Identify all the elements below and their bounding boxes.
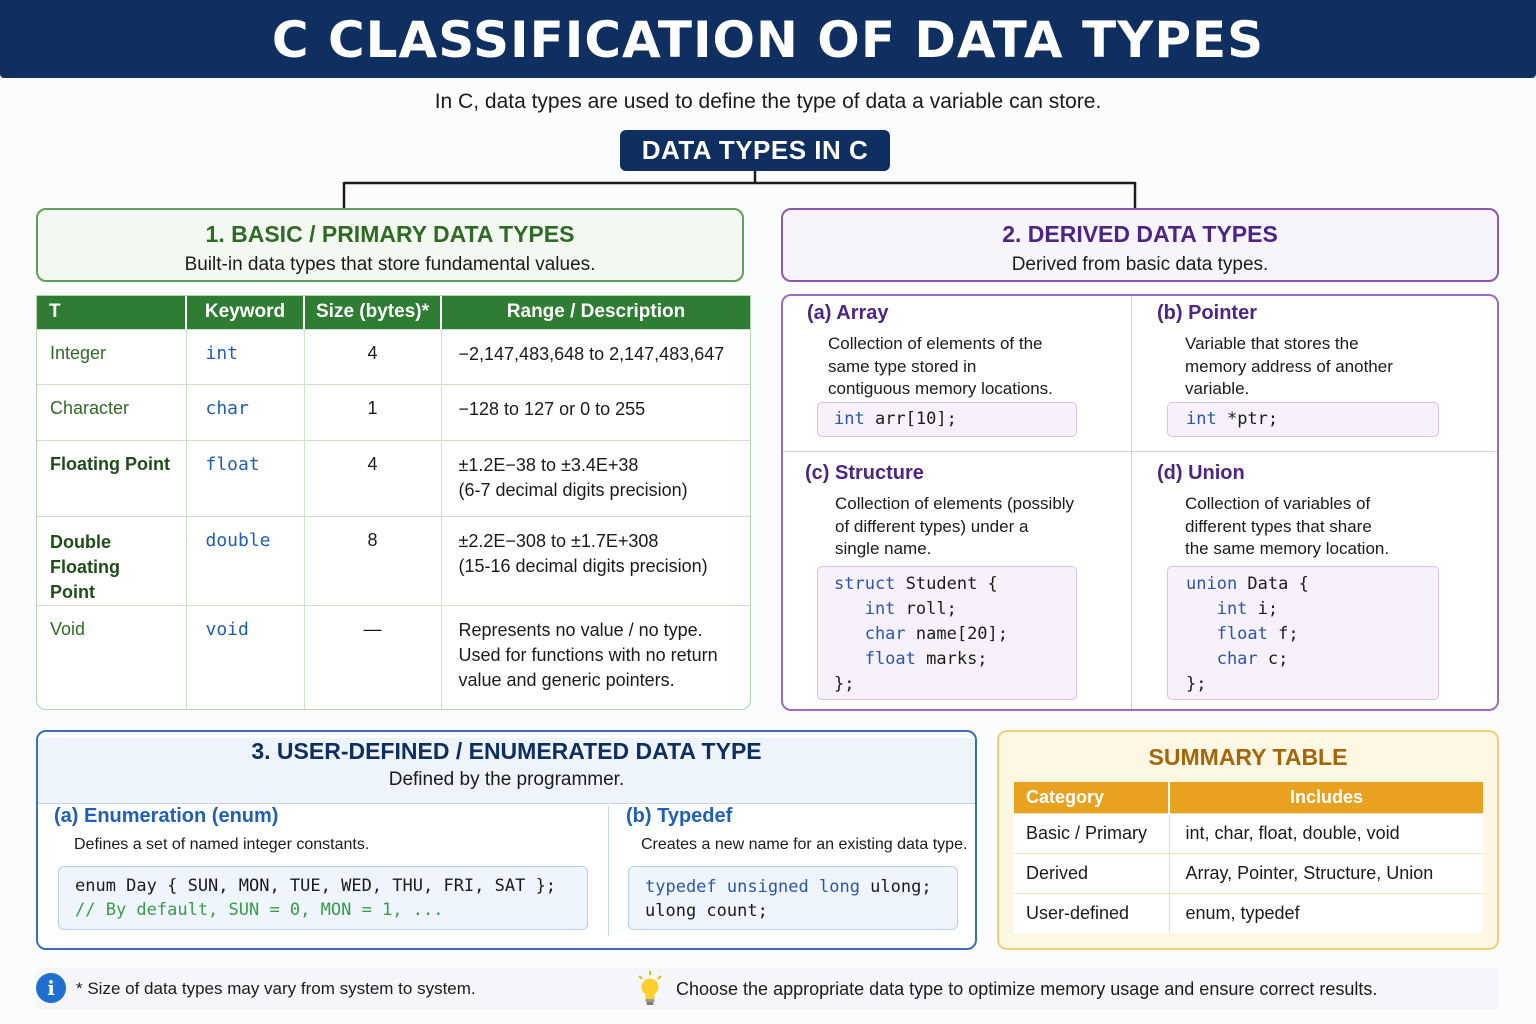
code-text: marks;	[915, 649, 988, 669]
table-row	[37, 516, 750, 605]
code-line	[834, 572, 1076, 597]
union-code	[1167, 566, 1439, 700]
type-size: 4	[304, 329, 441, 384]
header-category: Category	[1014, 782, 1169, 813]
code-line	[834, 622, 1076, 647]
basic-types-table	[36, 295, 751, 710]
user-defined-section	[36, 730, 977, 950]
table-row	[1014, 893, 1483, 933]
type-name: Double Floating Point	[37, 516, 186, 605]
code-text: *ptr;	[1216, 409, 1279, 429]
code-keyword: int	[1186, 409, 1217, 429]
footer-notes	[36, 968, 1499, 1010]
basic-section-header	[36, 208, 744, 282]
summary-table	[1014, 782, 1483, 933]
header-range: Range / Description	[441, 296, 750, 329]
code-keyword: struct	[834, 574, 896, 594]
type-keyword: int	[186, 329, 304, 384]
grid-divider	[1131, 296, 1132, 709]
type-name: Floating Point	[37, 440, 186, 516]
desc-line: Variable that stores the	[1185, 334, 1359, 353]
table-row	[1014, 853, 1483, 893]
union-title: (d) Union	[1157, 462, 1245, 484]
pointer-description	[1157, 333, 1477, 401]
user-defined-title: 3. USER-DEFINED / ENUMERATED DATA TYPE	[251, 738, 762, 764]
summary-includes: Array, Pointer, Structure, Union	[1169, 853, 1483, 893]
code-keyword: char	[834, 624, 906, 644]
code-keyword: union	[1186, 574, 1238, 594]
code-line	[1186, 597, 1438, 622]
derived-title: 2. DERIVED DATA TYPES	[1002, 221, 1278, 247]
table-row	[37, 440, 750, 516]
info-icon: i	[36, 973, 66, 1003]
type-name: Void	[37, 605, 186, 710]
header-type: T	[37, 296, 186, 329]
range-line: ±1.2E−38 to ±3.4E+38	[458, 454, 639, 475]
summary-category: Basic / Primary	[1014, 813, 1169, 853]
basic-title: 1. BASIC / PRIMARY DATA TYPES	[205, 221, 575, 247]
type-size: 4	[304, 440, 441, 516]
type-size: —	[304, 605, 441, 710]
code-text: Student {	[895, 574, 998, 594]
enum-title: (a) Enumeration (enum)	[54, 805, 279, 827]
type-range	[441, 605, 750, 710]
desc-line: the same memory location.	[1185, 539, 1390, 558]
table-row	[1014, 813, 1483, 853]
code-keyword: float	[834, 649, 916, 669]
type-range	[441, 440, 750, 516]
type-keyword: double	[186, 516, 304, 605]
code-text: roll;	[895, 599, 957, 619]
page-title: C CLASSIFICATION OF DATA TYPES	[271, 11, 1265, 69]
type-size: 1	[304, 384, 441, 440]
array-title: (a) Array	[807, 302, 889, 324]
desc-line: same type stored in	[828, 356, 977, 376]
range-line: Represents no value / no type.	[458, 619, 703, 640]
range-line: −128 to 127 or 0 to 255	[458, 398, 646, 419]
range-line: Used for functions with no return	[458, 644, 718, 665]
code-text: ulong;	[859, 877, 932, 897]
user-defined-subtitle: Defined by the programmer.	[388, 769, 625, 790]
typedef-description: Creates a new name for an existing data type.	[641, 836, 968, 853]
code-line	[834, 672, 1076, 697]
code-text: };	[1186, 674, 1207, 694]
code-line	[1186, 622, 1438, 647]
array-description	[807, 333, 1117, 401]
code-text: name[20];	[905, 624, 1009, 644]
code-line	[834, 597, 1076, 622]
summary-includes: enum, typedef	[1169, 893, 1483, 933]
type-name: Integer	[37, 329, 186, 384]
code-keyword: float	[1186, 624, 1268, 644]
intro-text: In C, data types are used to define the type of data a variable can store.	[434, 90, 1102, 113]
summary-table-card	[997, 730, 1499, 950]
type-range	[441, 384, 750, 440]
typedef-code	[628, 866, 958, 930]
code-keyword: int	[834, 409, 865, 429]
desc-line: contiguous memory locations.	[828, 379, 1053, 398]
code-comment: // By default, SUN = 0, MON = 1, ...	[75, 900, 444, 920]
code-keyword: typedef unsigned long	[645, 877, 860, 897]
grid-divider	[783, 451, 1497, 452]
code-line	[1186, 672, 1438, 697]
code-text: f;	[1267, 624, 1299, 644]
type-keyword: float	[186, 440, 304, 516]
typedef-title: (b) Typedef	[626, 805, 733, 827]
type-name: Character	[37, 384, 186, 440]
code-text: Data {	[1237, 574, 1309, 594]
desc-line: variable.	[1185, 379, 1250, 398]
range-line: ±2.2E−308 to ±1.7E+308	[458, 530, 659, 551]
desc-line: of different types) under a	[835, 516, 1029, 536]
table-row	[37, 384, 750, 440]
desc-line: Collection of elements of the	[828, 334, 1043, 353]
array-code	[817, 402, 1077, 437]
range-line: (6-7 decimal digits precision)	[458, 479, 688, 500]
range-line: (15-16 decimal digits precision)	[458, 555, 708, 576]
summary-header-row	[1014, 782, 1483, 813]
header-keyword: Keyword	[186, 296, 304, 329]
code-text: i;	[1247, 599, 1279, 619]
derived-section-header	[781, 208, 1499, 282]
desc-line: different types that share	[1185, 516, 1372, 536]
type-keyword: char	[186, 384, 304, 440]
array-card	[807, 302, 1117, 401]
derived-types-grid	[781, 294, 1499, 711]
code-keyword: char	[1186, 649, 1258, 669]
union-description	[1157, 493, 1477, 561]
code-keyword: int	[834, 599, 896, 619]
table-row	[37, 329, 750, 384]
code-line	[1186, 647, 1438, 672]
table-row	[37, 605, 750, 710]
structure-description	[805, 493, 1125, 561]
desc-line: single name.	[835, 539, 932, 558]
structure-code	[817, 566, 1077, 700]
code-line: ulong count;	[645, 901, 768, 921]
typedef-card	[626, 805, 971, 854]
desc-line: memory address of another	[1185, 356, 1393, 376]
union-card	[1157, 462, 1477, 561]
size-note: * Size of data types may vary from system to system.	[76, 979, 476, 998]
user-defined-header	[38, 738, 975, 804]
section-divider	[608, 806, 609, 936]
code-line	[834, 647, 1076, 672]
range-line: value and generic pointers.	[458, 669, 675, 690]
code-line: enum Day { SUN, MON, TUE, WED, THU, FRI, SAT };	[75, 876, 557, 896]
summary-includes: int, char, float, double, void	[1169, 813, 1483, 853]
code-text: };	[834, 674, 855, 694]
structure-title: (c) Structure	[805, 462, 924, 484]
summary-title: SUMMARY TABLE	[1148, 744, 1348, 770]
root-label: DATA TYPES IN C	[620, 130, 890, 171]
tree-connector	[0, 0, 1536, 220]
type-size: 8	[304, 516, 441, 605]
code-keyword: int	[1186, 599, 1248, 619]
basic-subtitle: Built-in data types that store fundamental values.	[184, 254, 596, 275]
enum-description: Defines a set of named integer constants.	[74, 836, 370, 853]
type-range	[441, 329, 750, 384]
type-keyword: void	[186, 605, 304, 710]
range-line: −2,147,483,648 to 2,147,483,647	[458, 343, 725, 364]
enum-code	[58, 866, 588, 930]
structure-card	[805, 462, 1125, 561]
tip-text: Choose the appropriate data type to optimize memory usage and ensure correct results.	[676, 979, 1378, 999]
lightbulb-icon	[636, 971, 664, 1007]
code-line	[1186, 572, 1438, 597]
type-range	[441, 516, 750, 605]
code-text: c;	[1257, 649, 1289, 669]
code-text: arr[10];	[864, 409, 957, 429]
code-line	[645, 875, 957, 899]
derived-subtitle: Derived from basic data types.	[1011, 254, 1269, 275]
pointer-card	[1157, 302, 1477, 401]
desc-line: Collection of elements (possibly	[835, 494, 1075, 513]
header-size: Size (bytes)*	[304, 296, 441, 329]
desc-line: Collection of variables of	[1185, 494, 1371, 513]
summary-category: User-defined	[1014, 893, 1169, 933]
pointer-title: (b) Pointer	[1157, 302, 1257, 324]
header-includes: Includes	[1169, 782, 1483, 813]
pointer-code	[1167, 402, 1439, 437]
enum-card	[54, 805, 594, 854]
basic-table-header-row	[37, 296, 750, 329]
summary-category: Derived	[1014, 853, 1169, 893]
